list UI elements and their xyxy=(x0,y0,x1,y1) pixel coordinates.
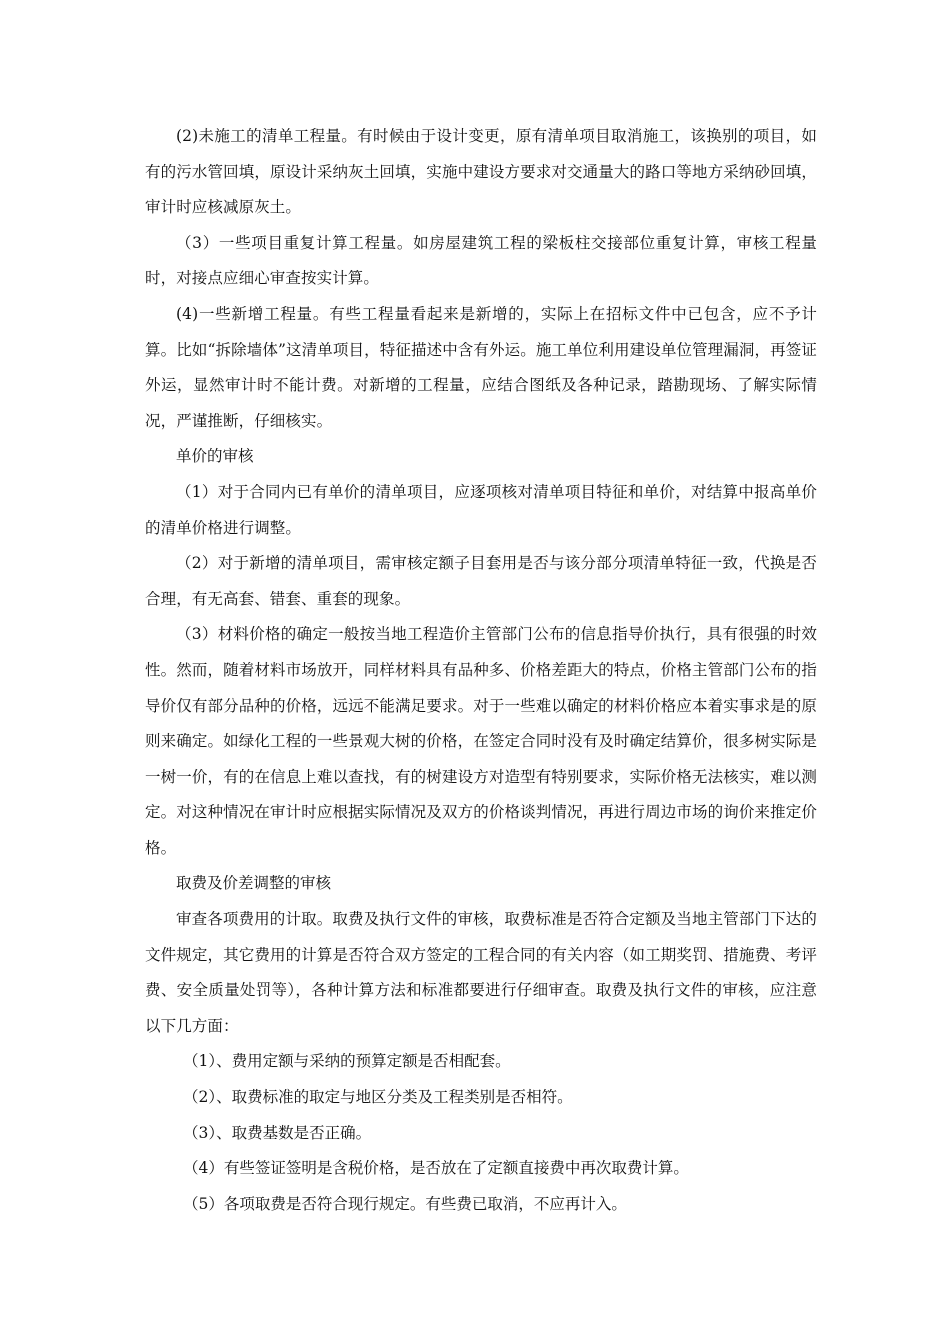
section-heading-unit-price: 单价的审核 xyxy=(176,447,254,466)
section-heading-fees: 取费及价差调整的审核 xyxy=(176,874,332,893)
list-item: （5）各项取费是否符合现行规定。有些费已取消，不应再计入。 xyxy=(183,1194,627,1213)
document-body xyxy=(145,119,817,1222)
paragraph-material-prices: （3）材料价格的确定一般按当地工程造价主管部门公布的信息指导价执行，具有很强的时效性。然而，随着材料市场放开，同样材料具有品种多、价格差距大的特点，价格主管部门公布的指导价仅有部分品种的价格，远远不能满足要求。对于一些难以确定的材料价格应本着实事求是的原则来确定。如绿化工程的一些景观大树的价格，在签定合同时没有及时确定结算价，很多树实际是一树一价，有的在信息上难以查找，有的树建设方对造型有特别要求，实际价格无法核实，难以测定。对这种情况在审计时应根据实际情况及双方的价格谈判情况，再进行周边市场的询价来推定价格。 xyxy=(145,625,817,857)
list-item: （4）有些签证签明是含税价格，是否放在了定额直接费中再次取费计算。 xyxy=(183,1159,689,1178)
list-item: （1）、费用定额与采纳的预算定额是否相配套。 xyxy=(183,1052,511,1071)
paragraph-existing-unit-price: （1）对于合同内已有单价的清单项目，应逐项核对清单项目特征和单价，对结算中报高单价的清单价格进行调整。 xyxy=(145,482,817,537)
paragraph-unbuilt-quantities: (2)未施工的清单工程量。有时候由于设计变更，原有清单项目取消施工，该换别的项目，如有的污水管回填，原设计采纳灰土回填，实施中建设方要求对交通量大的路口等地方采纳砂回填，审计时应核减原灰土。 xyxy=(145,127,817,217)
list-item: （2）、取费标准的取定与地区分类及工程类别是否相符。 xyxy=(183,1088,573,1107)
list-item: （3）、取费基数是否正确。 xyxy=(183,1123,372,1142)
paragraph-duplicate-quantities: （3）一些项目重复计算工程量。如房屋建筑工程的梁板柱交接部位重复计算，审核工程量时，对接点应细心审查按实计算。 xyxy=(145,233,817,288)
paragraph-fee-review: 审查各项费用的计取。取费及执行文件的审核，取费标准是否符合定额及当地主管部门下达的文件规定，其它费用的计算是否符合双方签定的工程合同的有关内容（如工期奖罚、措施费、考评费、安全质量处罚等），各种计算方法和标准都要进行仔细审查。取费及执行文件的审核，应注意以下几方面： xyxy=(145,910,817,1035)
paragraph-new-quantities: (4)一些新增工程量。有些工程量看起来是新增的，实际上在招标文件中已包含，应不予计算。比如“拆除墙体”这清单项目，特征描述中含有外运。施工单位利用建设单位管理漏洞，再签证外运，显然审计时不能计费。对新增的工程量，应结合图纸及各种记录，踏勘现场、了解实际情况，严谨推断，仔细核实。 xyxy=(145,304,817,430)
paragraph-new-items-quota: （2）对于新增的清单项目，需审核定额子目套用是否与该分部分项清单特征一致，代换是否合理，有无高套、错套、重套的现象。 xyxy=(145,554,817,608)
